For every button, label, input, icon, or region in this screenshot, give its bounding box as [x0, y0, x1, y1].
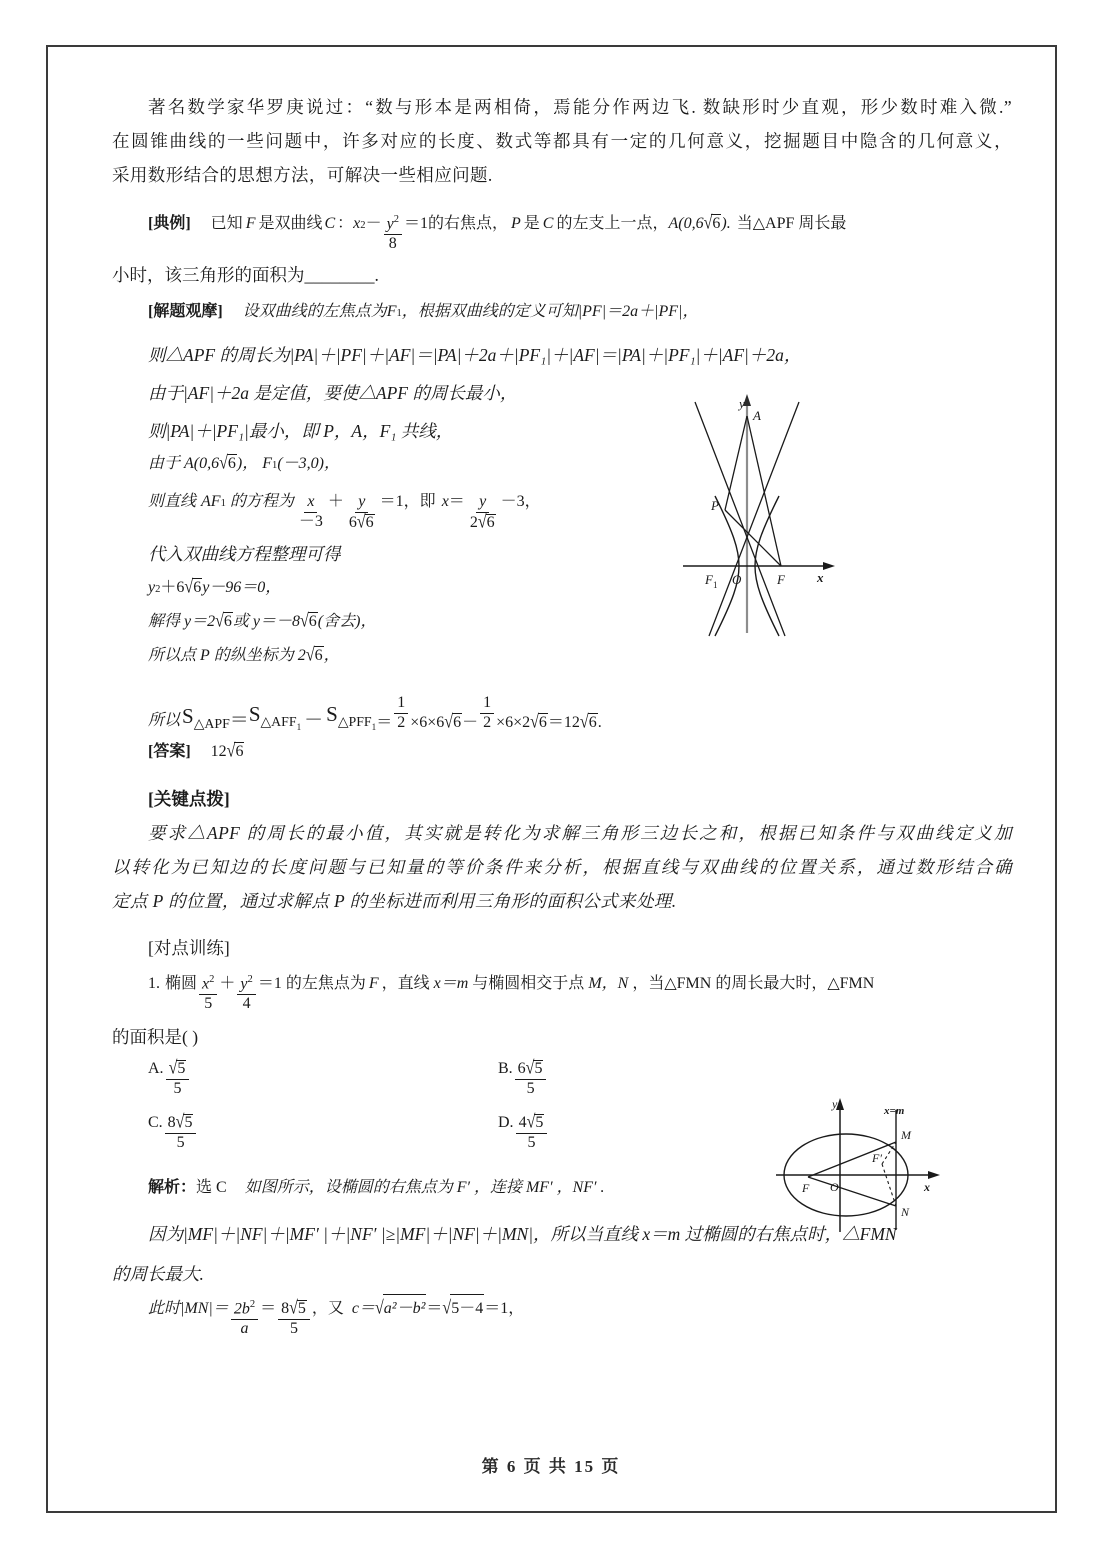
radical-sign: √	[226, 741, 236, 762]
svg-text:1: 1	[713, 580, 718, 590]
area-term-3	[326, 702, 376, 732]
fraction-denominator: 5	[526, 1079, 535, 1097]
radicand: 5－4	[450, 1294, 484, 1318]
num-var: x	[202, 975, 210, 992]
radicand: 6	[453, 714, 462, 731]
solution-l6-AF: AF	[201, 493, 221, 510]
option-A[interactable]	[148, 1060, 498, 1114]
area-term-2	[249, 702, 301, 732]
solution-line-5	[112, 450, 1012, 488]
sqrt-6	[184, 578, 202, 597]
sqrt-6	[478, 514, 496, 532]
fraction-numerator: 1	[394, 695, 408, 714]
sqrt-6	[530, 713, 548, 732]
fraction-numerator: y	[355, 494, 368, 513]
mn-fraction	[231, 1299, 258, 1338]
training-q-b: ＝1 的左焦点为	[257, 975, 366, 992]
example-tag: [典例]	[148, 215, 191, 232]
fraction-numerator	[166, 1060, 190, 1080]
svg-text:x: x	[924, 1180, 930, 1194]
solution-l5-b: )，	[236, 455, 259, 472]
training-question-line-1	[112, 970, 1012, 1018]
keypoints-tag: [关键点拨]	[148, 789, 230, 809]
intro-line-1: 著名数学家华罗庚说过：“数与形本是两相倚，焉能分作两边飞. 数缺形时少直观，形少数时难入微.”	[148, 97, 1012, 117]
solution-l11-eq2: ＝	[376, 714, 393, 731]
radicand: 5	[535, 1114, 544, 1131]
num-sup: 2	[249, 1298, 256, 1310]
solution-l11-minus: －	[304, 710, 324, 731]
training-q-d: 与椭圆相交于点	[472, 975, 585, 992]
svg-text:M: M	[901, 1128, 911, 1142]
radical-sign: √	[356, 512, 366, 533]
example-eq-sup: 2	[360, 220, 366, 231]
solution-l5-F1-sub: 1	[272, 460, 278, 471]
svg-text:O: O	[830, 1180, 839, 1194]
answer-value-pre: 12	[210, 743, 227, 760]
radicand: 5	[177, 1060, 186, 1077]
solution-l10-P: P	[200, 647, 210, 664]
example-text-a: 已知	[210, 215, 243, 232]
radicand: 6	[227, 455, 236, 472]
solution-l9-d: (舍去)，	[317, 613, 377, 630]
result-fraction	[278, 1300, 310, 1338]
example-text-b: 是双曲线	[258, 215, 323, 232]
fraction-denominator: －3	[298, 512, 323, 530]
radical-sign: √	[442, 1298, 452, 1319]
area-term-1	[180, 704, 230, 732]
solution-l6-x: x	[441, 493, 449, 510]
radicand: 5	[184, 1114, 193, 1131]
radical-sign: √	[579, 712, 589, 733]
radical-sign: √	[168, 1058, 178, 1079]
fraction-denominator: 5	[290, 1319, 298, 1337]
svg-text:x=m: x=m	[884, 1105, 905, 1117]
example-text-d: 是	[523, 215, 540, 232]
sqrt-6	[704, 214, 722, 233]
option-D-value	[516, 1114, 548, 1152]
S-symbol: S	[182, 703, 194, 728]
solution-l11-m2: －	[462, 714, 479, 731]
training-tag: [对点训练]	[148, 938, 230, 958]
training-q-xm: x＝m	[433, 975, 469, 992]
radical-sign: √	[300, 611, 309, 632]
half-fraction-1	[394, 695, 408, 732]
solution-l11-end: .	[597, 714, 602, 731]
sqrt-6	[444, 713, 462, 732]
solution-l1-a: 设双曲线的左焦点为	[242, 303, 387, 320]
solution-l11-m1: ×6×6	[410, 714, 445, 731]
keypoints-line-2: 以转化为已知边的长度问题与已知量的等价条件来分析，根据直线与双曲线的位置关系，通过数形结合确	[112, 857, 1012, 877]
num-sup: 2	[247, 973, 253, 985]
analysis-line-4	[112, 1294, 1012, 1346]
solution-l1-F1-sub: 1	[396, 308, 402, 319]
S-symbol: S	[326, 702, 338, 727]
example-text-f: 当△APF 周长最	[736, 215, 847, 232]
option-C-label: C.	[148, 1114, 163, 1131]
radicand: 6	[223, 613, 232, 630]
radicand: 6	[308, 613, 317, 630]
radicand: 6	[193, 579, 202, 596]
training-q-c: ，直线	[381, 975, 430, 992]
analysis-line-3: 的周长最大.	[112, 1264, 204, 1284]
sqrt-6	[300, 612, 318, 631]
num-pre: 8	[167, 1114, 176, 1131]
radical-sign: √	[289, 1298, 298, 1319]
sqrt-6	[357, 514, 375, 532]
option-C[interactable]	[148, 1114, 498, 1168]
analysis-l4-b: ，又	[311, 1300, 344, 1317]
radicand: 6	[712, 215, 721, 232]
radicand: a²－b²	[383, 1294, 427, 1318]
radicand: 6	[588, 714, 597, 731]
training-q-MN: M，N	[588, 975, 629, 992]
example-colon: ：	[337, 215, 354, 232]
intro-line-3: 采用数形结合的思想方法，可解决一些相应问题.	[112, 165, 493, 185]
svg-text:N: N	[901, 1205, 910, 1219]
intro-paragraph	[112, 90, 1012, 192]
num-pre: 8	[281, 1300, 290, 1317]
fraction-denominator: 4	[242, 994, 251, 1012]
den-pre: 2	[469, 513, 478, 531]
training-q-plus: ＋	[219, 975, 236, 992]
option-C-value	[165, 1114, 197, 1152]
S-subscript: △APF	[193, 716, 230, 731]
solution-l8-b: ＋6	[160, 579, 185, 596]
solution-l9-a: 解得	[148, 613, 181, 630]
frac-num-sup: 2	[393, 213, 399, 225]
radicand: 6	[486, 513, 495, 531]
solution-l11-prefix: 所以	[148, 712, 181, 729]
ellipse-fraction-2	[237, 974, 255, 1013]
solution-line-10	[112, 642, 1012, 680]
analysis-l4-eq: ＝	[260, 1300, 277, 1317]
example-var-P: P	[511, 215, 521, 232]
fraction-numerator	[515, 1060, 547, 1080]
solution-line-6	[112, 488, 1012, 534]
sqrt-5	[527, 1114, 545, 1132]
svg-text:P: P	[711, 498, 719, 513]
sqrt-6	[215, 612, 233, 631]
S-subscript	[337, 714, 377, 732]
analysis-l1: 如图所示，设椭圆的右焦点为 F′ ，连接 MF′ ，NF′ .	[244, 1179, 605, 1196]
page-footer: 第 6 页 共 15 页	[481, 1457, 621, 1476]
radicand: 6	[365, 513, 374, 531]
answer-block	[112, 738, 1012, 782]
sqrt-6	[306, 646, 324, 665]
question-number: 1.	[148, 975, 160, 992]
sqrt-6	[219, 454, 237, 473]
fraction-numerator	[231, 1299, 258, 1320]
ellipse-figure	[772, 1092, 957, 1237]
solution-l9-c: 或 y＝－8	[232, 613, 301, 630]
example-text-c: 的右焦点，	[427, 215, 508, 232]
fraction-numerator	[199, 974, 217, 995]
solution-l6-b: 的方程为	[229, 493, 294, 510]
radical-sign: √	[526, 1112, 536, 1133]
fraction-numerator	[237, 974, 255, 995]
radical-sign: √	[477, 512, 487, 533]
solution-line-9	[112, 608, 1012, 642]
solution-l10-b: 的纵坐标为 2	[213, 647, 306, 664]
solution-l11-eq1: ＝	[229, 710, 249, 731]
keypoints-block	[112, 782, 1012, 918]
example-line-1	[112, 210, 1012, 258]
solution-l6-plus: ＋	[327, 493, 344, 510]
fraction-numerator	[165, 1114, 197, 1134]
S-sub-text: △AFF	[260, 714, 297, 730]
radical-sign: √	[215, 611, 224, 632]
num-pre: 6	[517, 1060, 526, 1077]
fraction-numerator	[384, 214, 402, 235]
solution-l10-c: ，	[323, 647, 340, 664]
option-D-label: D.	[498, 1114, 514, 1131]
sqrt-5-minus-4	[442, 1294, 484, 1318]
fraction-denominator: a	[240, 1319, 249, 1337]
line-eq-fraction-3	[467, 494, 499, 532]
training-q-a: 椭圆	[165, 975, 198, 992]
solution-l6-tail: －3，	[500, 493, 541, 510]
radical-sign: √	[444, 712, 454, 733]
fraction-numerator: 1	[480, 695, 494, 714]
svg-text:O: O	[732, 572, 742, 587]
line-eq-fraction-2	[346, 494, 378, 532]
solution-l8-c: y－96＝0，	[202, 579, 282, 596]
analysis-tag: 解析：	[148, 1179, 197, 1196]
solution-l9-b: y＝2	[184, 613, 216, 630]
fraction-denominator: 5	[176, 1133, 185, 1151]
S-symbol: S	[248, 702, 261, 727]
svg-text:y: y	[832, 1097, 838, 1111]
solution-l5-c: (－3,0)，	[277, 455, 340, 472]
sqrt-6	[227, 742, 245, 761]
example-line-2: 小时，该三角形的面积为________.	[112, 265, 379, 285]
example-var-C2: C	[542, 215, 554, 232]
solution-line-7: 代入双曲线方程整理可得	[148, 544, 341, 564]
example-fraction	[384, 214, 402, 253]
solution-line-1	[112, 298, 1012, 336]
sqrt-5	[526, 1060, 544, 1078]
solution-tag: [解题观摩]	[148, 303, 223, 320]
solution-l6-a: 则直线	[148, 493, 197, 510]
radicand: 5	[534, 1060, 543, 1077]
option-B-value	[515, 1060, 547, 1098]
hyperbola-figure	[677, 388, 842, 638]
radical-sign: √	[703, 213, 713, 234]
training-q-e: ，当△FMN 的周长最大时，△FMN	[632, 975, 875, 992]
fraction-denominator: 2	[483, 714, 492, 732]
solution-l5-a: 由于	[148, 455, 181, 472]
option-A-label: A.	[148, 1060, 164, 1077]
S-sub-text: △PFF	[337, 714, 372, 730]
solution-line-2: 则△APF 的周长为|PA|＋|PF|＋|AF|＝|PA|＋2a＋|PF₁|＋|AF|＝|PA|＋|PF₁|＋|AF|＋2a，	[148, 345, 802, 365]
document-content	[112, 90, 1012, 1358]
svg-text:F′: F′	[872, 1151, 882, 1165]
training-block	[112, 926, 1012, 1056]
sqrt-5	[289, 1300, 307, 1318]
radical-sign: √	[184, 577, 194, 598]
sqrt-6	[580, 713, 598, 732]
half-fraction-2	[480, 695, 494, 732]
fraction-denominator: 2	[397, 714, 406, 732]
analysis-l4-a: 此时|MN|＝	[148, 1300, 229, 1317]
fraction-numerator	[278, 1300, 310, 1320]
analysis-line-2: 因为|MF|＋|NF|＋|MF′ |＋|NF′ |≥|MF|＋|NF|＋|MN|，所以当直线 x＝m 过椭圆的右焦点时，△FMN	[148, 1224, 897, 1244]
svg-text:F: F	[777, 572, 785, 587]
solution-l5-A: A(0,6	[184, 455, 220, 472]
S-sub-index: 1	[296, 722, 302, 732]
radical-sign: √	[305, 645, 315, 666]
ellipse-fraction-1	[199, 974, 217, 1013]
num-var: y	[240, 975, 248, 992]
den-pre: 6	[348, 513, 357, 531]
radicand: 6	[538, 714, 547, 731]
radicand: 6	[314, 647, 323, 664]
fraction-numerator: y	[476, 494, 489, 513]
example-eq-minus: －	[365, 215, 382, 232]
solution-line-8	[112, 574, 1012, 608]
solution-line-11	[112, 680, 1012, 732]
solution-l8-sup: 2	[155, 584, 161, 595]
S-sub-index: 1	[371, 722, 377, 732]
num-sup: 2	[209, 973, 215, 985]
solution-l1-b: ，根据双曲线的定义可知|PF|＝2a＋|PF	[401, 303, 679, 320]
radical-sign: √	[525, 1058, 535, 1079]
analysis-l4-eq2: ＝	[426, 1300, 443, 1317]
radicand: 5	[297, 1300, 306, 1317]
example-var-F: F	[245, 215, 256, 232]
solution-l1-c: |，	[678, 303, 699, 320]
radical-sign: √	[375, 1298, 384, 1319]
solution-l11-m3: ×6×2	[496, 714, 531, 731]
option-A-value	[166, 1060, 190, 1098]
example-block	[112, 210, 1012, 292]
analysis-choice: 选 C	[196, 1179, 227, 1196]
frac-num-var: y	[386, 215, 394, 232]
num-pre: 4	[518, 1114, 527, 1131]
svg-text:x: x	[817, 570, 824, 585]
fraction-denominator: 5	[204, 994, 213, 1012]
solution-l10-a: 所以点	[148, 647, 197, 664]
svg-text:y: y	[739, 396, 745, 411]
svg-text:A: A	[753, 408, 761, 423]
solution-line-3: 由于|AF|＋2a 是定值，要使△APF 的周长最小，	[148, 383, 518, 403]
sqrt-5	[176, 1114, 194, 1132]
fraction-numerator	[516, 1114, 548, 1134]
fraction-denominator: 8	[388, 234, 397, 252]
option-B-label: B.	[498, 1060, 513, 1077]
solution-block	[112, 298, 1012, 732]
training-q-F: F	[368, 975, 379, 992]
solution-l11-eq3: ＝12	[547, 714, 580, 731]
example-eq-x: x	[353, 215, 361, 232]
svg-text:F: F	[802, 1181, 810, 1195]
solution-line-4: 则|PA|＋|PF₁|最小，即 P，A，F₁ 共线，	[148, 421, 454, 441]
radicand: 6	[235, 743, 244, 760]
example-text-e: 的左支上一点，	[556, 215, 669, 232]
example-var-C: C	[324, 215, 336, 232]
keypoints-line-3: 定点 P 的位置，通过求解点 P 的坐标进而利用三角形的面积公式来处理.	[112, 891, 677, 911]
training-question-line-2: 的面积是( )	[112, 1027, 199, 1047]
fraction-denominator: 5	[527, 1133, 536, 1151]
solution-l6-eq2: ＝	[448, 493, 465, 510]
svg-text:F: F	[705, 572, 713, 587]
intro-line-2: 在圆锥曲线的一些问题中，许多对应的长度、数式等都具有一定的几何意义，挖掘题目中隐含的几何意义，	[112, 131, 1012, 151]
solution-l5-F1: F	[262, 455, 273, 472]
sqrt-5	[169, 1060, 187, 1078]
solution-l6-eq: ＝1，即	[379, 493, 436, 510]
analysis-l4-c: c＝	[351, 1300, 376, 1317]
radical-sign: √	[530, 712, 539, 733]
fraction-denominator	[346, 513, 378, 532]
example-eq-equals: ＝1	[403, 215, 428, 232]
solution-l8-a: y	[148, 579, 156, 596]
fraction-denominator: 5	[173, 1079, 182, 1097]
line-eq-fraction-1	[296, 494, 326, 531]
solution-l1-F1: F	[386, 303, 397, 320]
analysis-l4-tail: ＝1，	[484, 1300, 525, 1317]
keypoints-line-1: 要求△APF 的周长的最小值，其实就是转化为求解三角形三边长之和，根据已知条件与双曲线定义加	[148, 823, 1012, 843]
sqrt-a2-b2	[375, 1294, 426, 1318]
num-pre: 2b	[233, 1300, 250, 1317]
answer-tag: [答案]	[148, 743, 191, 760]
radical-sign: √	[175, 1112, 185, 1133]
example-point-A-tail: ).	[721, 215, 731, 232]
radical-sign: √	[219, 453, 228, 474]
fraction-numerator: x	[304, 494, 317, 513]
fraction-denominator	[467, 513, 499, 532]
solution-l6-AF-sub: 1	[220, 498, 226, 509]
S-subscript	[260, 714, 302, 732]
example-point-A: A(0,6	[668, 215, 704, 232]
